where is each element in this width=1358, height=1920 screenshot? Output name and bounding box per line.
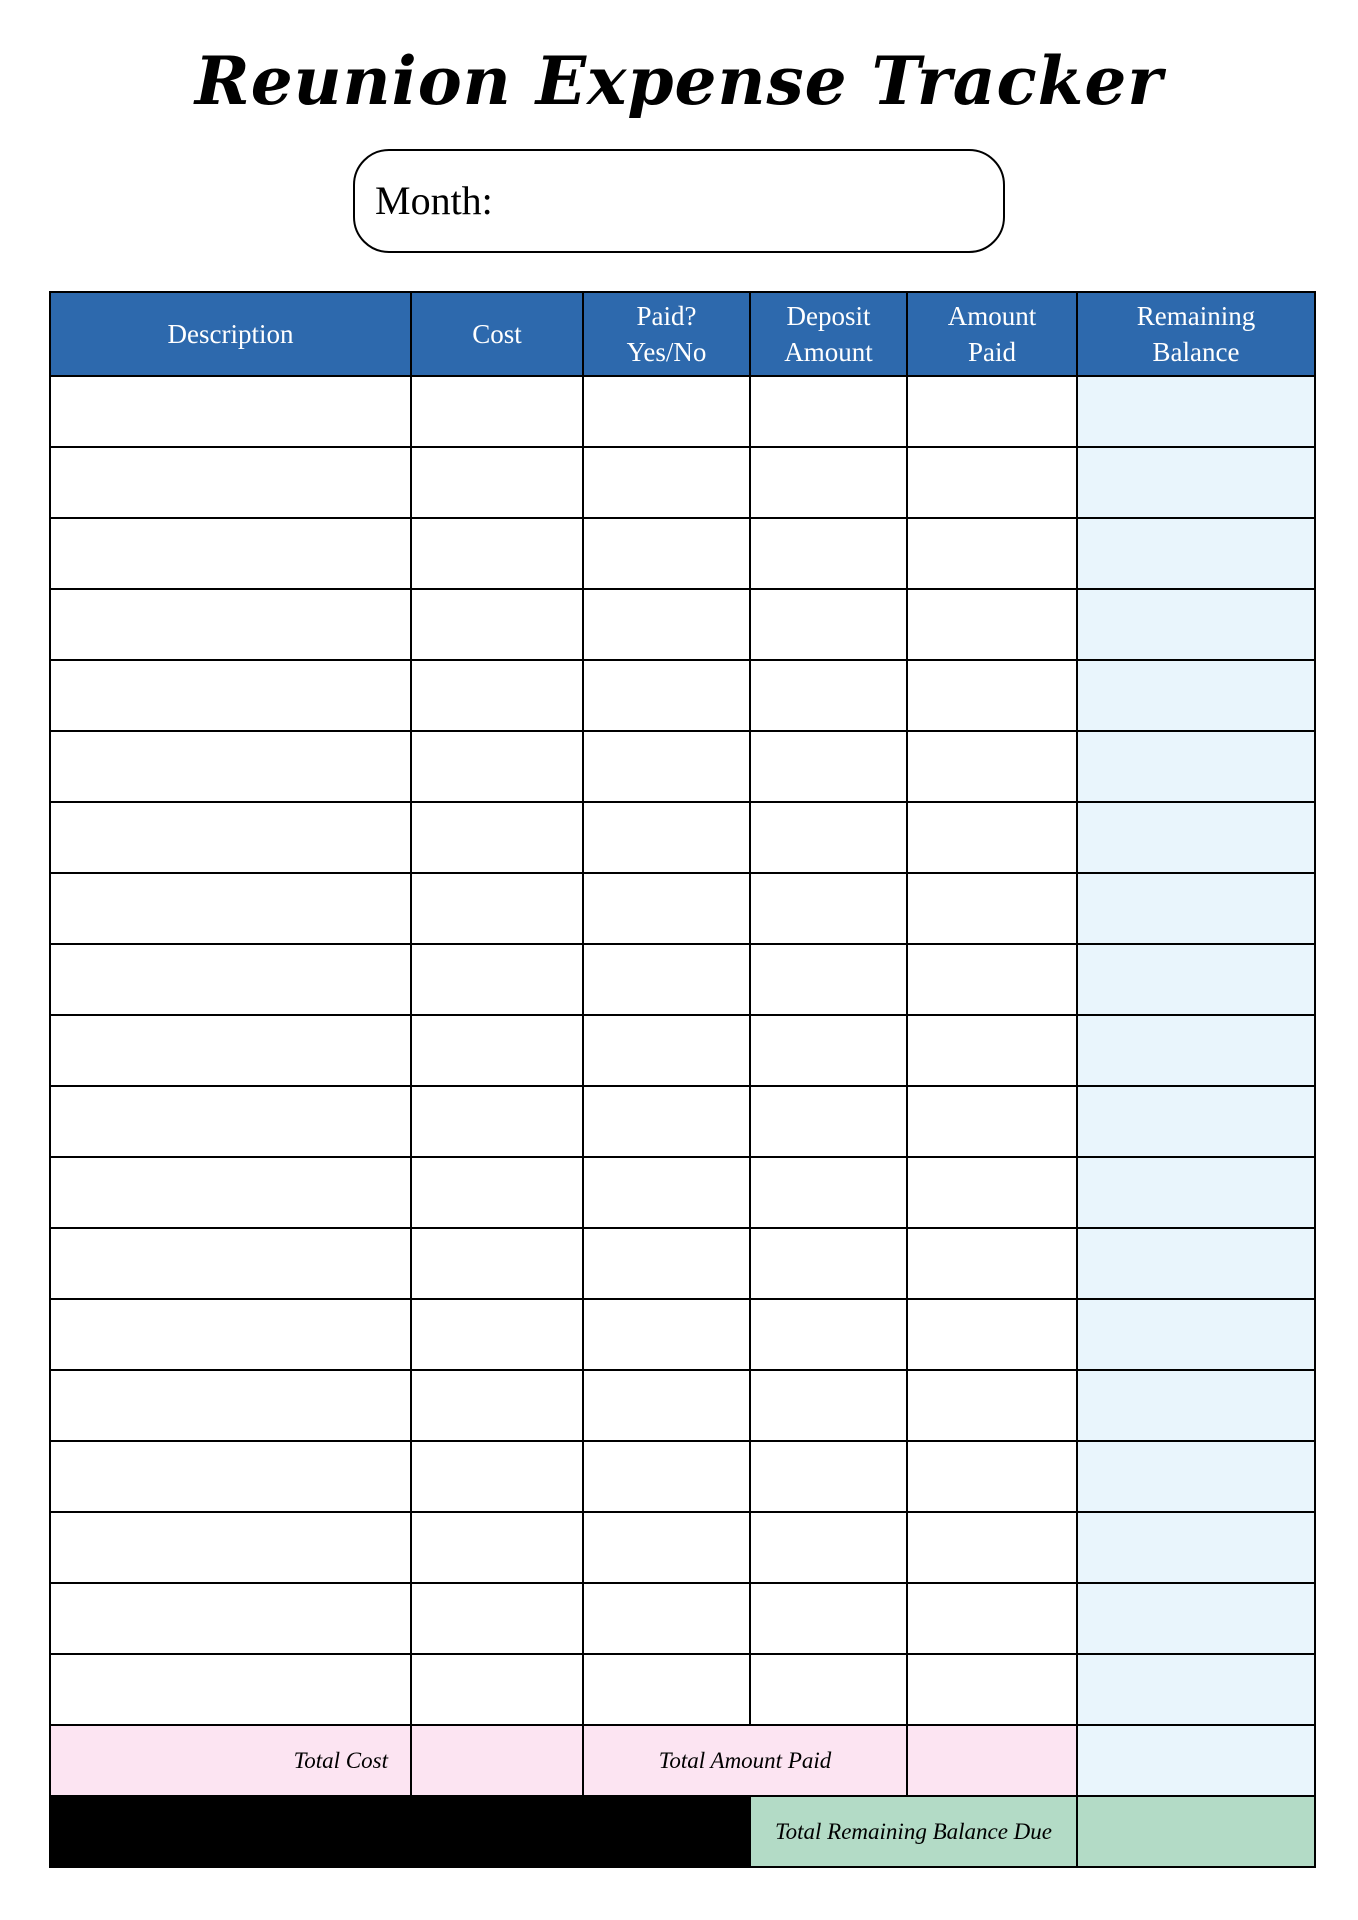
paid-cell[interactable]	[583, 589, 750, 660]
description-cell[interactable]	[50, 1157, 411, 1228]
deposit-amount-cell[interactable]	[750, 1370, 907, 1441]
amount-paid-cell[interactable]	[907, 1370, 1077, 1441]
remaining-balance-cell[interactable]	[1077, 1583, 1315, 1654]
description-cell[interactable]	[50, 1086, 411, 1157]
table-row	[50, 376, 1315, 447]
cost-cell[interactable]	[411, 660, 583, 731]
cost-cell[interactable]	[411, 1370, 583, 1441]
amount-paid-cell[interactable]	[907, 1654, 1077, 1725]
table-row	[50, 1015, 1315, 1086]
paid-cell[interactable]	[583, 802, 750, 873]
paid-cell[interactable]	[583, 1086, 750, 1157]
column-header-line: Deposit	[786, 301, 871, 331]
description-cell[interactable]	[50, 873, 411, 944]
paid-cell[interactable]	[583, 873, 750, 944]
cost-cell[interactable]	[411, 1086, 583, 1157]
deposit-amount-cell[interactable]	[750, 1654, 907, 1725]
remaining-balance-cell[interactable]	[1077, 944, 1315, 1015]
remaining-balance-cell[interactable]	[1077, 1441, 1315, 1512]
table-row	[50, 1583, 1315, 1654]
expense-table	[49, 291, 1316, 1868]
remaining-balance-cell[interactable]	[1077, 1512, 1315, 1583]
column-header-line: Amount	[784, 337, 873, 367]
table-row	[50, 1157, 1315, 1228]
amount-paid-cell[interactable]	[907, 1015, 1077, 1086]
table-row	[50, 873, 1315, 944]
description-cell[interactable]	[50, 1015, 411, 1086]
total-amount-paid-value[interactable]	[907, 1725, 1077, 1796]
description-cell[interactable]	[50, 660, 411, 731]
description-cell[interactable]	[50, 1654, 411, 1725]
description-cell[interactable]	[50, 944, 411, 1015]
description-cell[interactable]	[50, 1512, 411, 1583]
amount-paid-cell[interactable]	[907, 1441, 1077, 1512]
remaining-balance-cell[interactable]	[1077, 1157, 1315, 1228]
deposit-amount-cell[interactable]	[750, 1299, 907, 1370]
cost-cell[interactable]	[411, 1015, 583, 1086]
deposit-amount-cell[interactable]	[750, 447, 907, 518]
deposit-amount-cell[interactable]	[750, 1441, 907, 1512]
column-header	[50, 292, 411, 376]
totals-row	[50, 1725, 1315, 1796]
cost-cell[interactable]	[411, 802, 583, 873]
remaining-balance-cell[interactable]	[1077, 1654, 1315, 1725]
page-title: Reunion Expense Tracker	[194, 42, 1164, 120]
amount-paid-cell[interactable]	[907, 660, 1077, 731]
cost-cell[interactable]	[411, 518, 583, 589]
table-row	[50, 1441, 1315, 1512]
paid-cell[interactable]	[583, 1512, 750, 1583]
deposit-amount-cell[interactable]	[750, 1086, 907, 1157]
amount-paid-cell[interactable]	[907, 944, 1077, 1015]
paid-cell[interactable]	[583, 944, 750, 1015]
total-cost-label-cell	[50, 1725, 411, 1796]
table-row	[50, 1370, 1315, 1441]
deposit-amount-cell[interactable]	[750, 1015, 907, 1086]
amount-paid-cell[interactable]	[907, 1512, 1077, 1583]
amount-paid-cell[interactable]	[907, 518, 1077, 589]
deposit-amount-cell[interactable]	[750, 589, 907, 660]
cost-cell[interactable]	[411, 447, 583, 518]
deposit-amount-cell[interactable]	[750, 731, 907, 802]
description-cell[interactable]	[50, 802, 411, 873]
description-cell[interactable]	[50, 447, 411, 518]
column-header-line: Paid?	[636, 301, 697, 331]
amount-paid-cell[interactable]	[907, 731, 1077, 802]
remaining-balance-cell[interactable]	[1077, 1299, 1315, 1370]
cost-cell[interactable]	[411, 1157, 583, 1228]
remaining-balance-cell[interactable]	[1077, 1370, 1315, 1441]
total-remaining-due-label-cell	[750, 1796, 1077, 1867]
amount-paid-cell[interactable]	[907, 1583, 1077, 1654]
cost-cell[interactable]	[411, 589, 583, 660]
paid-cell[interactable]	[583, 731, 750, 802]
table-row	[50, 1299, 1315, 1370]
column-header	[907, 292, 1077, 376]
column-header-line: Balance	[1152, 337, 1240, 367]
column-header-line: Paid	[967, 337, 1016, 367]
amount-paid-cell[interactable]	[907, 1157, 1077, 1228]
column-header-line: Amount	[947, 301, 1037, 331]
table-row	[50, 1228, 1315, 1299]
description-cell[interactable]	[50, 1228, 411, 1299]
deposit-amount-cell[interactable]	[750, 1583, 907, 1654]
description-cell[interactable]	[50, 1370, 411, 1441]
table-body	[50, 376, 1315, 1725]
column-header	[750, 292, 907, 376]
table-row	[50, 589, 1315, 660]
total-cost-value[interactable]	[411, 1725, 583, 1796]
column-header-line: Cost	[472, 319, 522, 349]
remaining-balance-cell[interactable]	[1077, 589, 1315, 660]
deposit-amount-cell[interactable]	[750, 1157, 907, 1228]
deposit-amount-cell[interactable]	[750, 802, 907, 873]
table-row	[50, 518, 1315, 589]
remaining-balance-cell[interactable]	[1077, 660, 1315, 731]
table-row	[50, 1086, 1315, 1157]
total-remaining-due-label: Total Remaining Balance Due	[774, 1818, 1053, 1844]
column-header	[1077, 292, 1315, 376]
paid-cell[interactable]	[583, 1370, 750, 1441]
amount-paid-cell[interactable]	[907, 376, 1077, 447]
remaining-balance-cell[interactable]	[1077, 1086, 1315, 1157]
remaining-balance-cell[interactable]	[1077, 376, 1315, 447]
paid-cell[interactable]	[583, 1441, 750, 1512]
paid-cell[interactable]	[583, 376, 750, 447]
description-cell[interactable]	[50, 1583, 411, 1654]
remaining-balance-cell[interactable]	[1077, 802, 1315, 873]
month-label: Month:	[375, 178, 493, 223]
deposit-amount-cell[interactable]	[750, 660, 907, 731]
total-cost-label: Total Cost	[293, 1747, 388, 1773]
column-header	[583, 292, 750, 376]
cost-cell[interactable]	[411, 731, 583, 802]
total-amount-paid-label-cell	[583, 1725, 907, 1796]
deposit-amount-cell[interactable]	[750, 873, 907, 944]
column-header	[411, 292, 583, 376]
remaining-balance-cell[interactable]	[1077, 873, 1315, 944]
total-amount-paid-label: Total Amount Paid	[658, 1747, 832, 1773]
description-cell[interactable]	[50, 589, 411, 660]
table-header-row	[50, 292, 1315, 376]
cost-cell[interactable]	[411, 944, 583, 1015]
amount-paid-cell[interactable]	[907, 1299, 1077, 1370]
table-footer	[50, 1725, 1315, 1867]
paid-cell[interactable]	[583, 518, 750, 589]
remaining-balance-cell[interactable]	[1077, 518, 1315, 589]
table-row	[50, 731, 1315, 802]
deposit-amount-cell[interactable]	[750, 944, 907, 1015]
month-field[interactable]	[353, 149, 1005, 253]
amount-paid-cell[interactable]	[907, 447, 1077, 518]
cost-cell[interactable]	[411, 1583, 583, 1654]
total-remaining-balance-value[interactable]	[1077, 1725, 1315, 1796]
deposit-amount-cell[interactable]	[750, 1228, 907, 1299]
deposit-amount-cell[interactable]	[750, 518, 907, 589]
table-row	[50, 944, 1315, 1015]
column-header-line: Yes/No	[626, 337, 707, 367]
description-cell[interactable]	[50, 518, 411, 589]
deposit-amount-cell[interactable]	[750, 376, 907, 447]
description-cell[interactable]	[50, 376, 411, 447]
paid-cell[interactable]	[583, 1654, 750, 1725]
remaining-balance-cell[interactable]	[1077, 731, 1315, 802]
paid-cell[interactable]	[583, 447, 750, 518]
description-cell[interactable]	[50, 1441, 411, 1512]
cost-cell[interactable]	[411, 1299, 583, 1370]
amount-paid-cell[interactable]	[907, 802, 1077, 873]
paid-cell[interactable]	[583, 1583, 750, 1654]
remaining-due-row	[50, 1796, 1315, 1867]
total-remaining-due-value[interactable]	[1077, 1796, 1315, 1867]
table-row	[50, 1654, 1315, 1725]
paid-cell[interactable]	[583, 660, 750, 731]
table-row	[50, 802, 1315, 873]
remaining-balance-cell[interactable]	[1077, 1228, 1315, 1299]
table-row	[50, 447, 1315, 518]
paid-cell[interactable]	[583, 1157, 750, 1228]
table-row	[50, 1512, 1315, 1583]
remaining-balance-cell[interactable]	[1077, 447, 1315, 518]
amount-paid-cell[interactable]	[907, 873, 1077, 944]
amount-paid-cell[interactable]	[907, 589, 1077, 660]
paid-cell[interactable]	[583, 1228, 750, 1299]
paid-cell[interactable]	[583, 1299, 750, 1370]
cost-cell[interactable]	[411, 1654, 583, 1725]
deposit-amount-cell[interactable]	[750, 1512, 907, 1583]
paid-cell[interactable]	[583, 1015, 750, 1086]
cost-cell[interactable]	[411, 1441, 583, 1512]
cost-cell[interactable]	[411, 376, 583, 447]
description-cell[interactable]	[50, 1299, 411, 1370]
description-cell[interactable]	[50, 731, 411, 802]
table-row	[50, 660, 1315, 731]
remaining-balance-cell[interactable]	[1077, 1015, 1315, 1086]
black-filler-cell	[50, 1796, 750, 1867]
amount-paid-cell[interactable]	[907, 1086, 1077, 1157]
column-header-line: Remaining	[1136, 301, 1256, 331]
cost-cell[interactable]	[411, 1512, 583, 1583]
column-header-line: Description	[167, 319, 294, 349]
cost-cell[interactable]	[411, 1228, 583, 1299]
amount-paid-cell[interactable]	[907, 1228, 1077, 1299]
cost-cell[interactable]	[411, 873, 583, 944]
